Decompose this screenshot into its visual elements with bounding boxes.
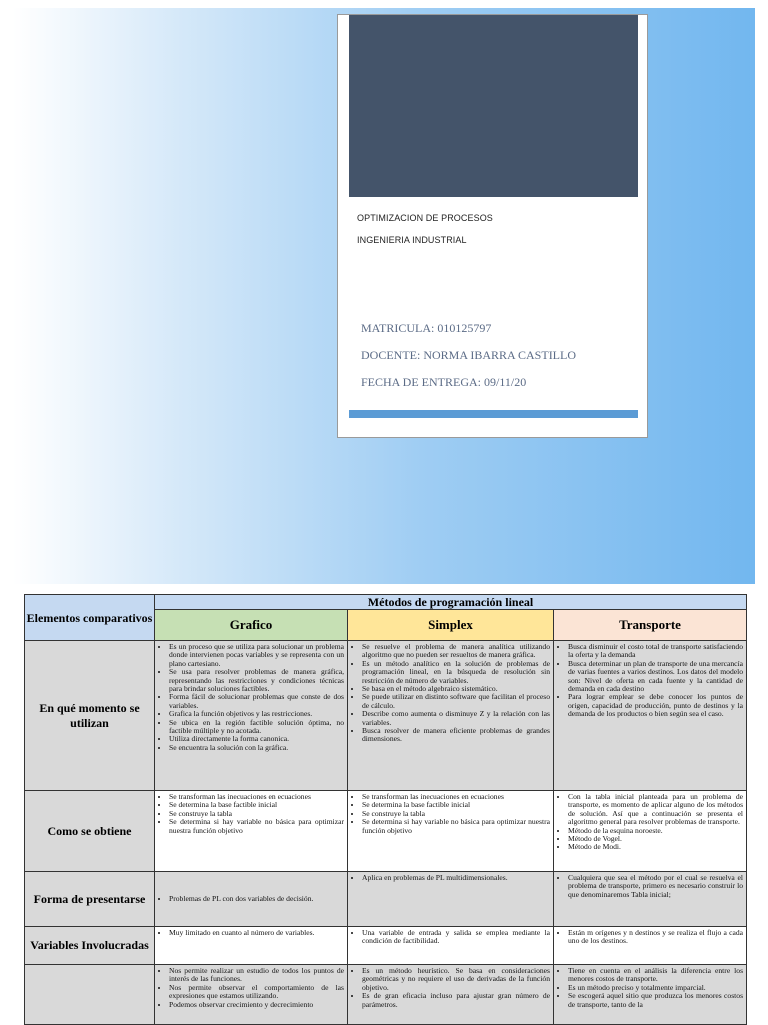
row-header: Como se obtiene — [25, 791, 155, 872]
cell-grafico — [155, 965, 348, 1025]
cell-simplex — [348, 965, 554, 1025]
bullet-item: • Utiliza directamente la forma canonica. — [169, 735, 344, 743]
cell-transporte — [554, 965, 747, 1025]
bullet-item: • Se transforman las inecuaciones en ecuaciones — [169, 793, 344, 801]
bullet-item: • Busca resolver de manera eficiente problemas de grandes dimensiones. — [362, 727, 550, 744]
bullet-item: • Forma fácil de solucionar problemas que conste de dos variables. — [169, 693, 344, 710]
row-header: Variables Involucradas — [25, 927, 155, 965]
bullet-item: • Tiene en cuenta en el análisis la diferencia entre los menores costos de transporte. — [568, 967, 743, 984]
bullet-item: • Se construye la tabla — [169, 810, 344, 818]
bullet-item: • Se construye la tabla — [362, 810, 550, 818]
cell-grafico — [155, 641, 348, 791]
bullet-item: • Una variable de entrada y salida se emplea mediante la condición de factibilidad. — [362, 929, 550, 946]
bullet-item: • Nos permite observar el comportamiento de las expresiones que estamos utilizando. — [169, 984, 344, 1001]
bullet-item: • Nos permite realizar un estudio de todos los puntos de interés de las funciones. — [169, 967, 344, 984]
cell-simplex — [348, 872, 554, 927]
cell-grafico — [155, 791, 348, 872]
fecha-text: FECHA DE ENTREGA: 09/11/20 — [361, 375, 527, 389]
table-row — [25, 641, 747, 791]
bullet-item: • Cualquiera que sea el método por el cual se resuelva el problema de transporte, primero es necesario construir lo que denominaremos Tabla inicial; — [568, 874, 743, 899]
bullet-item: • Se puede utilizar en distinto software que facilitan el proceso de cálculo. — [362, 693, 550, 710]
cell-simplex — [348, 927, 554, 965]
row-header: Forma de presentarse — [25, 872, 155, 927]
bullet-item: • Es un método heurístico. Se basa en consideraciones geométricas y no requiere el uso de derivadas de la función objetivo. — [362, 967, 550, 992]
bullet-item: • Se usa para resolver problemas de manera gráfica, representando las restricciones y condiciones técnicas para brindar soluciones factibles. — [169, 668, 344, 693]
bullet-item: • Es un método preciso y totalmente imparcial. — [568, 984, 743, 992]
bullet-item: • Están m orígenes y n destinos y se realiza el flujo a cada uno de los destinos. — [568, 929, 743, 946]
bullet-item: • Busca disminuir el costo total de transporte satisfaciendo la oferta y la demanda — [568, 643, 743, 660]
career-title: INGENIERIA INDUSTRIAL — [357, 235, 467, 245]
bullet-item: • Busca determinar un plan de transporte de una mercancía de varias fuentes a varios destinos. Los datos del modelo son: Nivel de oferta en cada fuente y la cantidad de demanda en cada destino — [568, 660, 743, 694]
bullet-item: • Se determina si hay variable no básica para optimizar nuestra función objetivo — [169, 818, 344, 835]
bullet-item: • Aplica en problemas de PL multidimensionales. — [362, 874, 550, 882]
corner-header: Elementos comparativos — [25, 595, 155, 641]
cell-grafico — [155, 872, 348, 927]
cell-transporte — [554, 872, 747, 927]
matricula-text: MATRICULA: 010125797 — [361, 321, 492, 335]
row-header: En qué momento se utilizan — [25, 641, 155, 791]
bullet-item: • Para lograr emplear se debe conocer los puntos de origen, capacidad de producción, punto de destinos y la demanda de los productos o bien según sea el caso. — [568, 693, 743, 718]
cell-grafico — [155, 927, 348, 965]
cover-color-block — [349, 15, 638, 197]
column-header-transporte: Transporte — [554, 610, 747, 641]
docente-text: DOCENTE: NORMA IBARRA CASTILLO — [361, 348, 577, 362]
table-row — [25, 791, 747, 872]
bullet-item: • Método de Vogel. — [568, 835, 743, 843]
table-row — [25, 965, 747, 1025]
bullet-item: • Se escogerá aquel sitio que produzca los menores costos de transporte, tanto de la — [568, 992, 743, 1009]
column-header-simplex: Simplex — [348, 610, 554, 641]
bullet-item: • Se transforman las inecuaciones en ecuaciones — [362, 793, 550, 801]
group-header: Métodos de programación lineal — [155, 595, 747, 610]
row-header — [25, 965, 155, 1025]
bullet-item: • Describe como aumenta o disminuye Z y la relación con las variables. — [362, 710, 550, 727]
bullet-item: • Se encuentra la solución con la gráfica. — [169, 744, 344, 752]
cell-simplex — [348, 641, 554, 791]
bullet-item: • Se determina si hay variable no básica para optimizar nuestra función objetivo — [362, 818, 550, 835]
bullet-item: • Con la tabla inicial planteada para un problema de transporte, es momento de aplicar alguno de los métodos de solución. Así que a continuación se presenta el algoritmo general para resolver problemas de transporte. — [568, 793, 743, 827]
bullet-item: • Se basa en el método algebraico sistemático. — [362, 685, 550, 693]
cell-transporte — [554, 641, 747, 791]
table-row — [25, 872, 747, 927]
cell-transporte — [554, 927, 747, 965]
cover-card — [337, 14, 648, 438]
table-row — [25, 927, 747, 965]
bullet-item: • Problemas de PL con dos variables de decisión. — [169, 895, 344, 903]
bullet-item: • Es un método analítico en la solución de problemas de programación lineal, en la búsqueda de resolución sin restricción de número de variables. — [362, 660, 550, 685]
cell-simplex — [348, 791, 554, 872]
bullet-item: • Se resuelve el problema de manera analítica utilizando algoritmo que no pueden ser resueltos de manera gráfica. — [362, 643, 550, 660]
bullet-item: • Se ubica en la región factible solución óptima, no factible múltiple y no acotada. — [169, 719, 344, 736]
bullet-item: • Se determina la base factible inicial — [362, 801, 550, 809]
bullet-item: • Muy limitado en cuanto al número de variables. — [169, 929, 344, 937]
bullet-item: • Grafica la función objetivos y las restricciones. — [169, 710, 344, 718]
bullet-item: • Se determina la base factible inicial — [169, 801, 344, 809]
bullet-item: • Método de Modi. — [568, 843, 743, 851]
subject-title: OPTIMIZACION DE PROCESOS — [357, 213, 493, 223]
cell-transporte — [554, 791, 747, 872]
column-header-grafico: Grafico — [155, 610, 348, 641]
cover-accent-bar — [349, 410, 638, 418]
bullet-item: • Es de gran eficacia incluso para ajustar gran número de parámetros. — [362, 992, 550, 1009]
bullet-item: • Podemos observar crecimiento y decrecimiento — [169, 1001, 344, 1009]
comparison-table — [24, 594, 747, 1025]
bullet-item: • Es un proceso que se utiliza para solucionar un problema donde intervienen pocas variables y se representa con un plano cartesiano. — [169, 643, 344, 668]
bullet-item: • Método de la esquina noroeste. — [568, 827, 743, 835]
